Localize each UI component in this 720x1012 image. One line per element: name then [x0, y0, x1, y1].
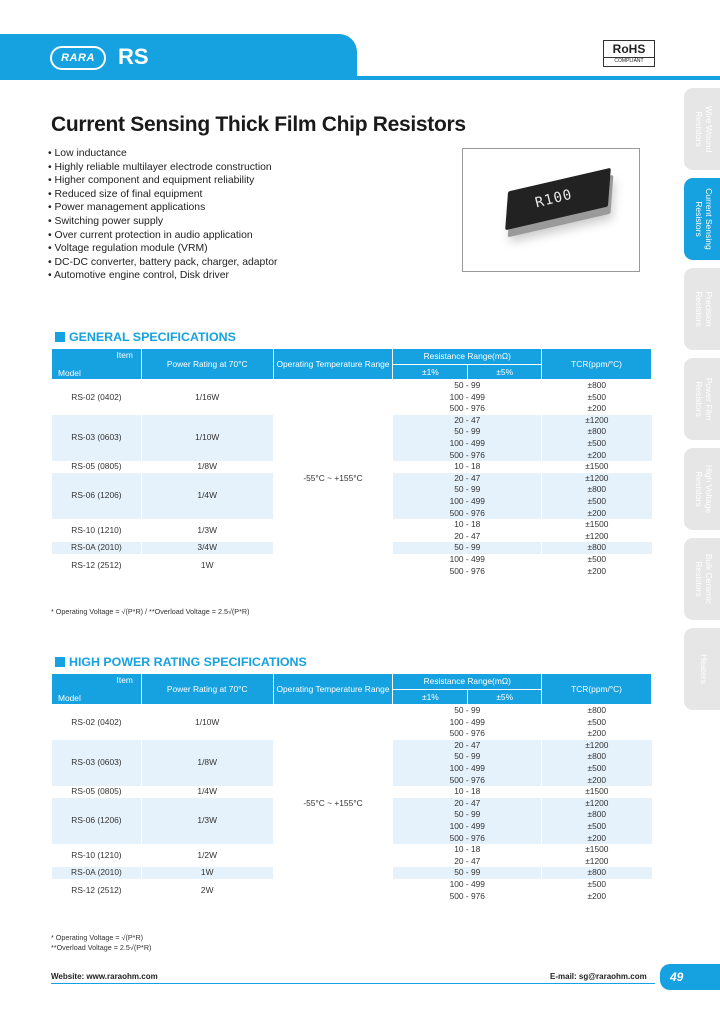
feature-item: • DC-DC converter, battery pack, charger, adaptor: [48, 256, 277, 270]
note-line: **Overload Voltage = 2.5√(P*R): [51, 943, 152, 952]
tcr-cell: ±500: [542, 821, 652, 833]
tcr-cell: ±200: [542, 775, 652, 787]
high-power-spec-title: HIGH POWER RATING SPECIFICATIONS: [69, 655, 307, 669]
model-cell: RS-03 (0603): [52, 740, 142, 786]
chip-marking: R100: [533, 186, 575, 212]
tol-5-header: ±5%: [468, 689, 542, 705]
square-bullet-icon: [55, 332, 65, 342]
tcr-cell: ±800: [542, 809, 652, 821]
temp-header: Operating Temperature Range: [273, 349, 393, 380]
tcr-cell: ±1500: [542, 519, 652, 531]
resistance-cell: 50 - 99: [393, 426, 542, 438]
resistance-cell: 20 - 47: [393, 473, 542, 485]
tol-5-header: ±5%: [468, 364, 542, 380]
model-cell: RS-05 (0805): [52, 461, 142, 473]
general-spec-heading: [55, 330, 236, 344]
side-tab-4[interactable]: [684, 358, 720, 440]
tcr-cell: ±500: [542, 554, 652, 566]
resistance-cell: 10 - 18: [393, 461, 542, 473]
tcr-cell: ±500: [542, 879, 652, 891]
rohs-label: RoHS: [612, 42, 646, 56]
tcr-cell: ±1500: [542, 844, 652, 856]
resistance-cell: 500 - 976: [393, 891, 542, 903]
feature-item: • Low inductance: [48, 147, 277, 161]
power-cell: 1W: [141, 554, 273, 577]
rohs-badge: [603, 40, 655, 67]
resistance-cell: 100 - 499: [393, 554, 542, 566]
footer-divider: [51, 983, 655, 984]
resistance-cell: 500 - 976: [393, 450, 542, 462]
tcr-header: TCR(ppm/°C): [542, 674, 652, 705]
tcr-cell: ±200: [542, 891, 652, 903]
resistance-cell: 20 - 47: [393, 798, 542, 810]
tcr-cell: ±1200: [542, 740, 652, 752]
model-cell: RS-10 (1210): [52, 844, 142, 867]
model-cell: RS-06 (1206): [52, 798, 142, 844]
resistance-cell: 20 - 47: [393, 740, 542, 752]
tcr-cell: ±800: [542, 484, 652, 496]
resistance-cell: 100 - 499: [393, 392, 542, 404]
model-cell: RS-10 (1210): [52, 519, 142, 542]
resistance-cell: 10 - 18: [393, 844, 542, 856]
tcr-cell: ±800: [542, 751, 652, 763]
tcr-cell: ±500: [542, 717, 652, 729]
tcr-cell: ±1200: [542, 856, 652, 868]
tcr-header: TCR(ppm/°C): [542, 349, 652, 380]
tcr-cell: ±500: [542, 392, 652, 404]
tcr-cell: ±500: [542, 438, 652, 450]
resistance-cell: 500 - 976: [393, 775, 542, 787]
power-header: Power Rating at 70°C: [141, 349, 273, 380]
general-spec-title: GENERAL SPECIFICATIONS: [69, 330, 236, 344]
resistance-cell: 100 - 499: [393, 821, 542, 833]
tcr-cell: ±500: [542, 496, 652, 508]
tcr-cell: ±1500: [542, 461, 652, 473]
tcr-cell: ±200: [542, 403, 652, 415]
power-cell: 1/8W: [141, 461, 273, 473]
resistance-cell: 50 - 99: [393, 705, 542, 717]
model-cell: RS-12 (2512): [52, 879, 142, 902]
tcr-cell: ±1200: [542, 415, 652, 427]
tcr-cell: ±800: [542, 426, 652, 438]
model-cell: RS-02 (0402): [52, 705, 142, 740]
temp-header: Operating Temperature Range: [273, 674, 393, 705]
tcr-cell: ±1200: [542, 531, 652, 543]
feature-item: • Higher component and equipment reliability: [48, 174, 277, 188]
table-row: [52, 380, 652, 392]
product-photo: [462, 148, 640, 272]
resistance-header: Resistance Range(mΩ): [393, 674, 542, 690]
page-number: 49: [660, 964, 720, 990]
tcr-cell: ±200: [542, 728, 652, 740]
footer-email[interactable]: E-mail: sg@raraohm.com: [550, 972, 647, 981]
resistance-cell: 100 - 499: [393, 496, 542, 508]
resistance-cell: 50 - 99: [393, 542, 542, 554]
tcr-cell: ±200: [542, 833, 652, 845]
item-header: Item: [116, 350, 133, 360]
model-cell: RS-05 (0805): [52, 786, 142, 798]
feature-item: • Reduced size of final equipment: [48, 188, 277, 202]
model-cell: RS-0A (2010): [52, 542, 142, 554]
feature-item: • Switching power supply: [48, 215, 277, 229]
item-model-header: [52, 349, 142, 380]
tol-1-header: ±1%: [393, 689, 468, 705]
tcr-cell: ±200: [542, 566, 652, 578]
feature-item: • Highly reliable multilayer electrode construction: [48, 161, 277, 175]
power-cell: 1/3W: [141, 798, 273, 844]
resistance-cell: 20 - 47: [393, 415, 542, 427]
side-tab-6[interactable]: [684, 538, 720, 620]
resistance-cell: 20 - 47: [393, 856, 542, 868]
model-cell: RS-0A (2010): [52, 867, 142, 879]
general-spec-table: [51, 348, 652, 577]
model-cell: RS-06 (1206): [52, 473, 142, 519]
resistance-cell: 50 - 99: [393, 867, 542, 879]
power-cell: 1/10W: [141, 415, 273, 461]
resistance-cell: 500 - 976: [393, 728, 542, 740]
power-cell: 1W: [141, 867, 273, 879]
side-tab-7[interactable]: [684, 628, 720, 710]
resistance-cell: 100 - 499: [393, 879, 542, 891]
resistance-cell: 50 - 99: [393, 380, 542, 392]
model-cell: RS-12 (2512): [52, 554, 142, 577]
square-bullet-icon: [55, 657, 65, 667]
side-tab-label: Bulk Ceramic Resistors: [694, 553, 714, 605]
resistance-cell: 50 - 99: [393, 809, 542, 821]
resistance-cell: 500 - 976: [393, 508, 542, 520]
header-divider: [0, 76, 720, 80]
series-name: RS: [118, 44, 149, 69]
footer-website[interactable]: Website: www.raraohm.com: [51, 972, 158, 981]
model-cell: RS-02 (0402): [52, 380, 142, 415]
tcr-cell: ±200: [542, 508, 652, 520]
high-power-spec-heading: [55, 655, 307, 669]
resistance-cell: 500 - 976: [393, 566, 542, 578]
power-cell: 1/3W: [141, 519, 273, 542]
feature-item: • Over current protection in audio application: [48, 229, 277, 243]
power-cell: 1/10W: [141, 705, 273, 740]
rara-logo: RARA: [50, 46, 106, 70]
tol-1-header: ±1%: [393, 364, 468, 380]
tcr-cell: ±1200: [542, 473, 652, 485]
side-tab-5[interactable]: [684, 448, 720, 530]
table-header: [52, 674, 652, 705]
tcr-cell: ±1500: [542, 786, 652, 798]
item-model-header: [52, 674, 142, 705]
power-cell: 2W: [141, 879, 273, 902]
power-cell: 1/4W: [141, 473, 273, 519]
resistance-cell: 100 - 499: [393, 438, 542, 450]
high-power-notes: [51, 933, 151, 953]
item-header: Item: [116, 675, 133, 685]
model-header: Model: [58, 368, 81, 378]
power-cell: 1/16W: [141, 380, 273, 415]
side-tab-label: Heaters: [699, 654, 709, 684]
resistance-cell: 10 - 18: [393, 519, 542, 531]
tcr-cell: ±800: [542, 867, 652, 879]
side-tab-1[interactable]: [684, 88, 720, 170]
side-tab-3[interactable]: [684, 268, 720, 350]
resistance-cell: 100 - 499: [393, 717, 542, 729]
tcr-cell: ±800: [542, 542, 652, 554]
model-header: Model: [58, 693, 81, 703]
feature-item: • Voltage regulation module (VRM): [48, 242, 277, 256]
power-cell: 1/8W: [141, 740, 273, 786]
tcr-cell: ±1200: [542, 798, 652, 810]
power-cell: 3/4W: [141, 542, 273, 554]
feature-list: [48, 147, 277, 283]
tcr-cell: ±800: [542, 380, 652, 392]
resistance-cell: 50 - 99: [393, 751, 542, 763]
resistance-cell: 500 - 976: [393, 403, 542, 415]
temp-range-cell: -55°C ~ +155°C: [273, 380, 393, 578]
note-line: * Operating Voltage = √(P*R) / **Overload Voltage = 2.5√(P*R): [51, 607, 250, 616]
rohs-compliant-label: COMPLIANT: [604, 57, 654, 64]
resistance-cell: 500 - 976: [393, 833, 542, 845]
resistance-cell: 100 - 499: [393, 763, 542, 775]
page-title: Current Sensing Thick Film Chip Resistors: [51, 113, 466, 136]
power-header: Power Rating at 70°C: [141, 674, 273, 705]
resistance-cell: 10 - 18: [393, 786, 542, 798]
model-cell: RS-03 (0603): [52, 415, 142, 461]
temp-range-cell: -55°C ~ +155°C: [273, 705, 393, 903]
tcr-cell: ±800: [542, 705, 652, 717]
power-cell: 1/4W: [141, 786, 273, 798]
feature-item: • Power management applications: [48, 201, 277, 215]
power-cell: 1/2W: [141, 844, 273, 867]
resistance-header: Resistance Range(mΩ): [393, 349, 542, 365]
table-row: [52, 705, 652, 717]
resistance-cell: 20 - 47: [393, 531, 542, 543]
note-line: * Operating Voltage = √(P*R): [51, 933, 144, 942]
side-tab-label: Wire Wound Resistors: [694, 105, 714, 153]
table-header: [52, 349, 652, 380]
side-tab-label: High Voltage Resistors: [694, 464, 714, 514]
tcr-cell: ±200: [542, 450, 652, 462]
tcr-cell: ±500: [542, 763, 652, 775]
side-tab-2[interactable]: [684, 178, 720, 260]
side-tab-label: Current Sensing Resistors: [694, 188, 714, 250]
resistance-cell: 50 - 99: [393, 484, 542, 496]
general-notes: [51, 607, 249, 617]
side-tab-label: Power Film Resistors: [694, 377, 714, 421]
side-tab-label: Precision Resistors: [694, 291, 714, 327]
high-power-spec-table: [51, 673, 652, 902]
feature-item: • Automotive engine control, Disk driver: [48, 269, 277, 283]
